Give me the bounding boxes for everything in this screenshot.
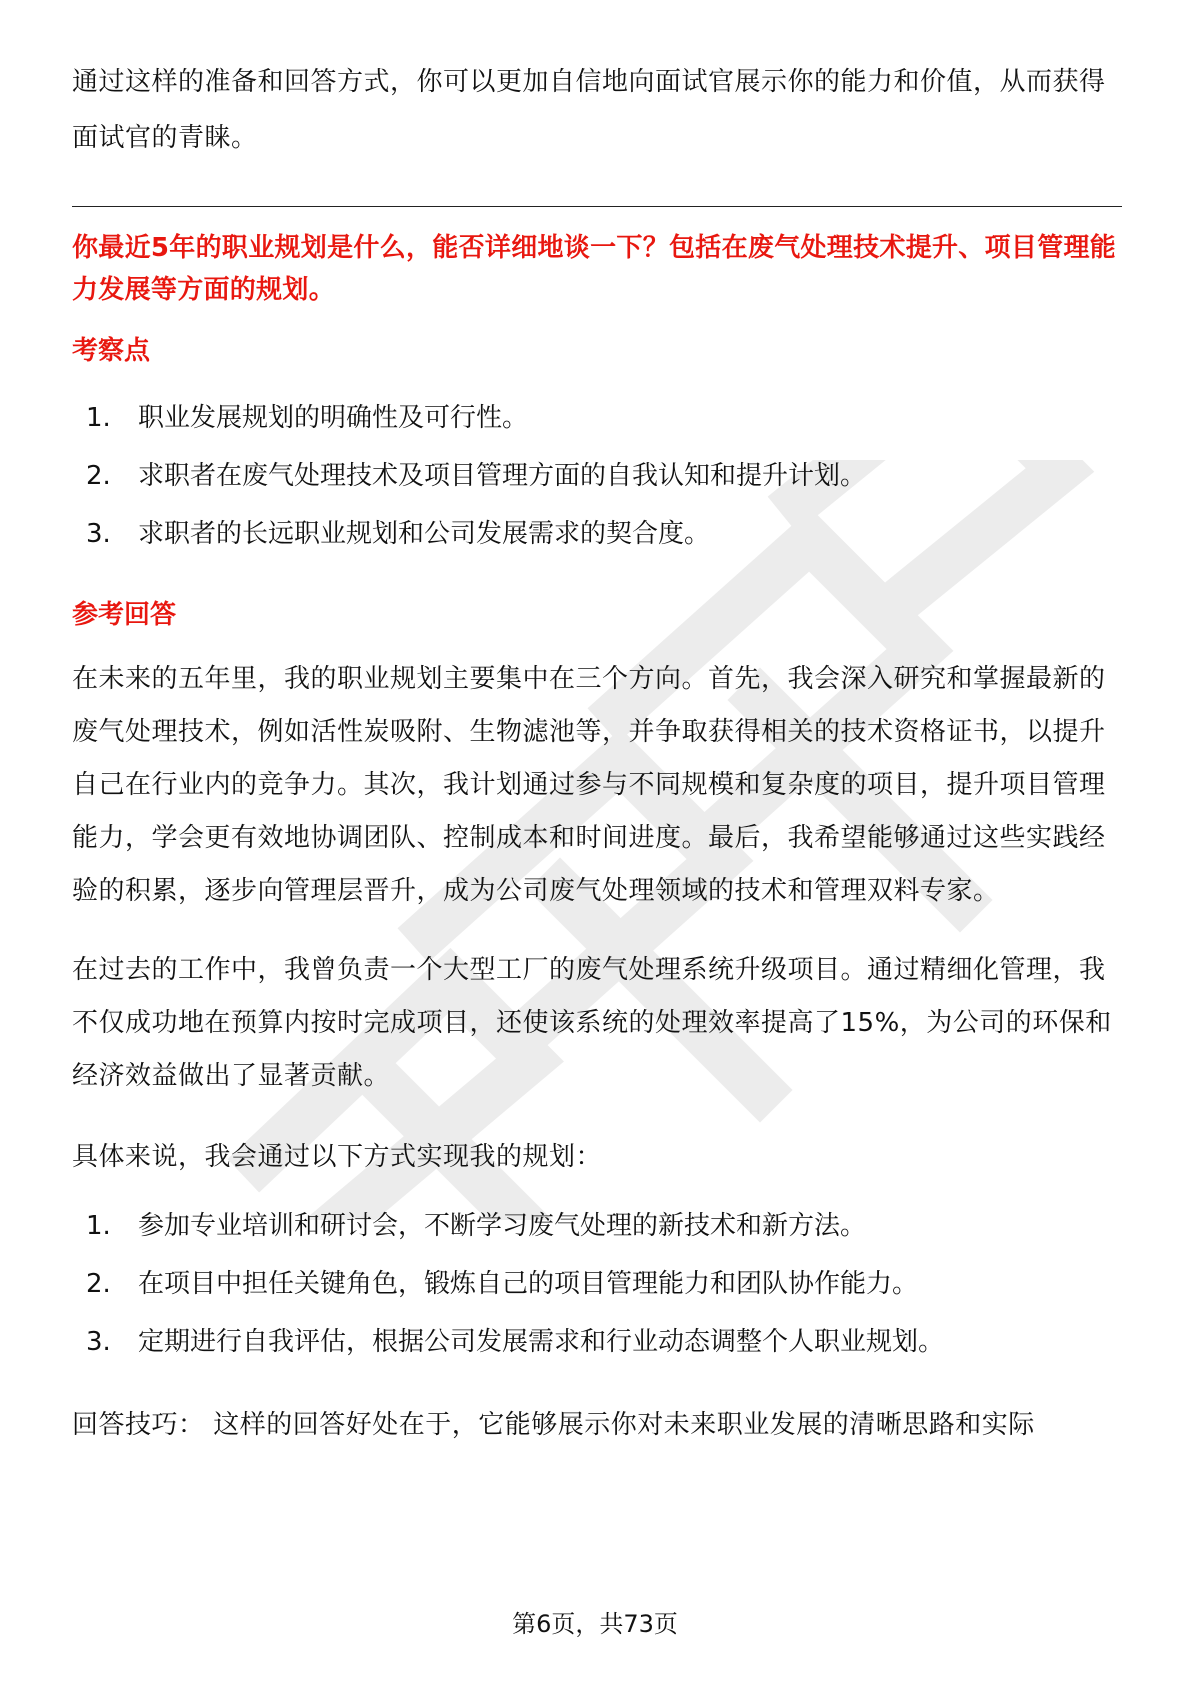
answer-steps-list [72, 1197, 1122, 1371]
answer-paragraph-3: 具体来说，我会通过以下方式实现我的规划： [72, 1142, 603, 1172]
page-number: 第6页，共73页 [512, 1610, 678, 1638]
list-item-number: 1. [86, 1211, 111, 1241]
list-item-text: 在项目中担任关键角色，锻炼自己的项目管理能力和团队协作能力。 [138, 1269, 919, 1299]
list-item [72, 389, 1122, 447]
list-item-number: 1. [86, 403, 111, 433]
list-item [72, 505, 1122, 563]
answer-paragraph-2: 在过去的工作中，我曾负责一个大型工厂的废气处理系统升级项目。通过精细化管理，我不仅成功地在预算内按时完成项目，还使该系统的处理效率提高了15%，为公司的环保和经济效益做出了显著贡献。 [72, 955, 1112, 1091]
list-item-text: 参加专业培训和研讨会，不断学习废气处理的新技术和新方法。 [138, 1211, 867, 1241]
answer-paragraph-1: 在未来的五年里，我的职业规划主要集中在三个方向。首先，我会深入研究和掌握最新的废气处理技术，例如活性炭吸附、生物滤池等，并争取获得相关的技术资格证书，以提升自己在行业内的竞争力。其次，我计划通过参与不同规模和复杂度的项目，提升项目管理能力，学会更有效地协调团队、控制成本和时间进度。最后，我希望能够通过这些实践经验的积累，逐步向管理层晋升，成为公司废气处理领域的技术和管理双料专家。 [72, 664, 1106, 906]
assessment-list [72, 389, 1122, 563]
list-item-text: 求职者的长远职业规划和公司发展需求的契合度。 [138, 519, 711, 549]
list-item [72, 447, 1122, 505]
list-item-number: 3. [86, 1327, 111, 1357]
list-item-number: 3. [86, 519, 111, 549]
list-item-number: 2. [86, 461, 111, 491]
list-item-text: 求职者在废气处理技术及项目管理方面的自我认知和提升计划。 [138, 461, 867, 491]
answer-heading: 参考回答 [72, 600, 177, 630]
answer-tips: 回答技巧： 这样的回答好处在于，它能够展示你对未来职业发展的清晰思路和实际 [72, 1410, 1035, 1440]
intro-paragraph: 通过这样的准备和回答方式，你可以更加自信地向面试官展示你的能力和价值，从而获得面试官的青睐。 [72, 67, 1106, 153]
list-item-text: 定期进行自我评估，根据公司发展需求和行业动态调整个人职业规划。 [138, 1327, 945, 1357]
list-item [72, 1255, 1122, 1313]
interview-question: 你最近5年的职业规划是什么，能否详细地谈一下？包括在废气处理技术提升、项目管理能力发展等方面的规划。 [72, 233, 1117, 305]
list-item [72, 1313, 1122, 1371]
list-item-text: 职业发展规划的明确性及可行性。 [138, 403, 529, 433]
list-item [72, 1197, 1122, 1255]
section-divider [72, 206, 1122, 207]
assessment-heading: 考察点 [72, 336, 151, 366]
page-content [72, 54, 1122, 1453]
list-item-number: 2. [86, 1269, 111, 1299]
